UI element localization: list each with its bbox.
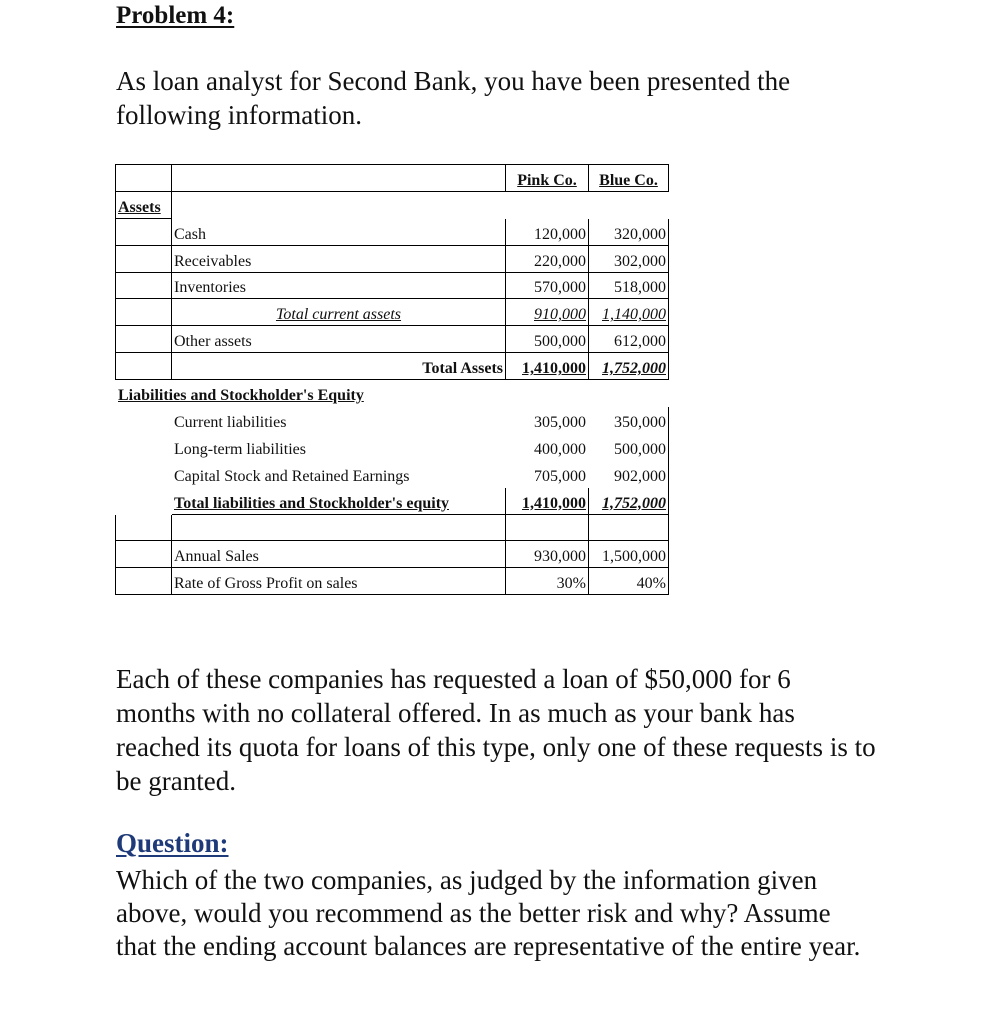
receivables-blue: 302,000 [589, 245, 669, 272]
question-heading: Question: [116, 828, 229, 858]
gross-profit-label: Rate of Gross Profit on sales [172, 568, 506, 595]
table-row [116, 272, 669, 299]
table-row [116, 407, 669, 434]
table-row [116, 568, 669, 595]
inventories-blue: 518,000 [589, 272, 669, 299]
capital-stock-blue: 902,000 [589, 460, 669, 487]
inventories-pink: 570,000 [506, 272, 589, 299]
current-liabilities-blue: 350,000 [589, 407, 669, 434]
other-assets-label: Other assets [172, 326, 506, 353]
cash-label: Cash [172, 218, 506, 245]
table-row [116, 353, 669, 380]
table-row [116, 460, 669, 487]
gross-profit-pink: 30% [506, 568, 589, 595]
total-assets-label: Total Assets [172, 353, 506, 380]
assets-label: Assets [116, 191, 172, 218]
long-term-liabilities-label: Long-term liabilities [172, 433, 506, 460]
problem-title: Problem 4: [116, 2, 235, 29]
table-row [116, 380, 669, 407]
intro-paragraph: As loan analyst for Second Bank, you have been presented the following information. [116, 66, 791, 130]
receivables-label: Receivables [172, 245, 506, 272]
inventories-label: Inventories [172, 272, 506, 299]
total-current-assets-label: Total current assets [172, 299, 506, 326]
table-row [116, 218, 669, 245]
cash-pink: 120,000 [506, 218, 589, 245]
other-assets-pink: 500,000 [506, 326, 589, 353]
capital-stock-label: Capital Stock and Retained Earnings [172, 460, 506, 487]
receivables-pink: 220,000 [506, 245, 589, 272]
current-liabilities-label: Current liabilities [172, 407, 506, 434]
annual-sales-pink: 930,000 [506, 541, 589, 568]
total-assets-pink: 1,410,000 [506, 353, 589, 380]
total-liabilities-label: Total liabilities and Stockholder's equity [172, 487, 506, 514]
long-term-liabilities-blue: 500,000 [589, 433, 669, 460]
table-row [116, 326, 669, 353]
total-current-blue: 1,140,000 [589, 299, 669, 326]
total-assets-blue: 1,752,000 [589, 353, 669, 380]
table-row [116, 299, 669, 326]
annual-sales-blue: 1,500,000 [589, 541, 669, 568]
pink-co-header: Pink Co. [506, 165, 589, 192]
annual-sales-label: Annual Sales [172, 541, 506, 568]
total-current-pink: 910,000 [506, 299, 589, 326]
table-row [116, 541, 669, 568]
blue-co-header: Blue Co. [589, 165, 669, 192]
liabilities-header: Liabilities and Stockholder's Equity [118, 387, 364, 405]
loan-request-paragraph: Each of these companies has requested a loan of $50,000 for 6 months with no collateral offered. In as much as your bank has reached its quota for loans of this type, only one of these requests is to be granted. [116, 664, 876, 796]
table-row [116, 514, 669, 541]
table-row [116, 487, 669, 514]
total-liabilities-pink: 1,410,000 [506, 487, 589, 514]
long-term-liabilities-pink: 400,000 [534, 440, 586, 458]
current-liabilities-pink: 305,000 [534, 413, 586, 431]
table-row [116, 433, 669, 460]
table-header-row [116, 165, 669, 192]
balance-sheet-table [115, 164, 669, 595]
capital-stock-pink: 705,000 [534, 467, 586, 485]
cash-blue: 320,000 [589, 218, 669, 245]
gross-profit-blue: 40% [589, 568, 669, 595]
other-assets-blue: 612,000 [589, 326, 669, 353]
total-liabilities-blue: 1,752,000 [589, 487, 669, 514]
question-text: Which of the two companies, as judged by the information given above, would you recommend as the better risk and why? Assume that the ending account balances are representative of the entire year. [116, 865, 861, 961]
table-row [116, 245, 669, 272]
table-row [116, 191, 669, 218]
